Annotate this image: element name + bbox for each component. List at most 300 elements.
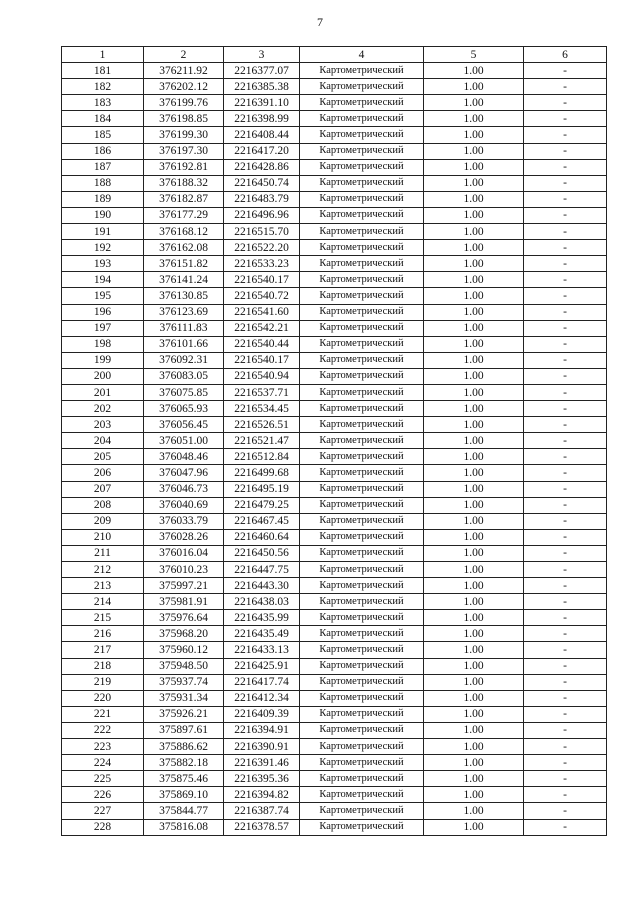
method-cell: Картометрический [300, 95, 424, 111]
point-number-cell: 200 [62, 368, 144, 384]
description-cell: - [524, 433, 607, 449]
x-coordinate-cell: 376046.73 [144, 481, 224, 497]
x-coordinate-cell: 376123.69 [144, 304, 224, 320]
accuracy-cell: 1.00 [424, 368, 524, 384]
x-coordinate-cell: 375886.62 [144, 739, 224, 755]
description-cell: - [524, 771, 607, 787]
method-cell: Картометрический [300, 352, 424, 368]
y-coordinate-cell: 2216433.13 [224, 642, 300, 658]
table-row [62, 417, 607, 433]
table-row [62, 401, 607, 417]
accuracy-cell: 1.00 [424, 481, 524, 497]
x-coordinate-cell: 376075.85 [144, 384, 224, 400]
method-cell: Картометрический [300, 497, 424, 513]
y-coordinate-cell: 2216479.25 [224, 497, 300, 513]
accuracy-cell: 1.00 [424, 384, 524, 400]
y-coordinate-cell: 2216377.07 [224, 63, 300, 79]
table-row [62, 111, 607, 127]
point-number-cell: 185 [62, 127, 144, 143]
y-coordinate-cell: 2216412.34 [224, 690, 300, 706]
y-coordinate-cell: 2216385.38 [224, 79, 300, 95]
accuracy-cell: 1.00 [424, 578, 524, 594]
accuracy-cell: 1.00 [424, 562, 524, 578]
description-cell: - [524, 175, 607, 191]
point-number-cell: 188 [62, 175, 144, 191]
table-row [62, 594, 607, 610]
point-number-cell: 191 [62, 224, 144, 240]
point-number-cell: 208 [62, 497, 144, 513]
accuracy-cell: 1.00 [424, 513, 524, 529]
description-cell: - [524, 706, 607, 722]
column-header-3: 3 [224, 47, 300, 63]
point-number-cell: 210 [62, 529, 144, 545]
x-coordinate-cell: 375981.91 [144, 594, 224, 610]
point-number-cell: 216 [62, 626, 144, 642]
y-coordinate-cell: 2216425.91 [224, 658, 300, 674]
description-cell: - [524, 803, 607, 819]
point-number-cell: 206 [62, 465, 144, 481]
table-row [62, 63, 607, 79]
table-row [62, 207, 607, 223]
y-coordinate-cell: 2216515.70 [224, 224, 300, 240]
accuracy-cell: 1.00 [424, 143, 524, 159]
table-row [62, 175, 607, 191]
description-cell: - [524, 63, 607, 79]
description-cell: - [524, 722, 607, 738]
table-row [62, 465, 607, 481]
point-number-cell: 199 [62, 352, 144, 368]
x-coordinate-cell: 375875.46 [144, 771, 224, 787]
accuracy-cell: 1.00 [424, 449, 524, 465]
description-cell: - [524, 449, 607, 465]
y-coordinate-cell: 2216450.74 [224, 175, 300, 191]
table-row [62, 256, 607, 272]
accuracy-cell: 1.00 [424, 320, 524, 336]
x-coordinate-cell: 376083.05 [144, 368, 224, 384]
accuracy-cell: 1.00 [424, 610, 524, 626]
table-row [62, 127, 607, 143]
description-cell: - [524, 127, 607, 143]
description-cell: - [524, 594, 607, 610]
point-number-cell: 217 [62, 642, 144, 658]
table-row [62, 706, 607, 722]
table-row [62, 578, 607, 594]
point-number-cell: 186 [62, 143, 144, 159]
method-cell: Картометрический [300, 739, 424, 755]
description-cell: - [524, 191, 607, 207]
description-cell: - [524, 497, 607, 513]
table-row [62, 336, 607, 352]
method-cell: Картометрический [300, 175, 424, 191]
x-coordinate-cell: 375869.10 [144, 787, 224, 803]
accuracy-cell: 1.00 [424, 417, 524, 433]
point-number-cell: 220 [62, 690, 144, 706]
y-coordinate-cell: 2216540.94 [224, 368, 300, 384]
column-header-2: 2 [144, 47, 224, 63]
accuracy-cell: 1.00 [424, 288, 524, 304]
method-cell: Картометрический [300, 787, 424, 803]
method-cell: Картометрический [300, 578, 424, 594]
method-cell: Картометрический [300, 288, 424, 304]
accuracy-cell: 1.00 [424, 722, 524, 738]
x-coordinate-cell: 376168.12 [144, 224, 224, 240]
point-number-cell: 196 [62, 304, 144, 320]
y-coordinate-cell: 2216398.99 [224, 111, 300, 127]
table-row [62, 288, 607, 304]
description-cell: - [524, 674, 607, 690]
x-coordinate-cell: 376202.12 [144, 79, 224, 95]
table-row [62, 272, 607, 288]
table-row [62, 497, 607, 513]
x-coordinate-cell: 376040.69 [144, 497, 224, 513]
x-coordinate-cell: 376211.92 [144, 63, 224, 79]
point-number-cell: 189 [62, 191, 144, 207]
description-cell: - [524, 288, 607, 304]
description-cell: - [524, 111, 607, 127]
table-row [62, 755, 607, 771]
x-coordinate-cell: 375926.21 [144, 706, 224, 722]
method-cell: Картометрический [300, 127, 424, 143]
table-row [62, 159, 607, 175]
point-number-cell: 190 [62, 207, 144, 223]
description-cell: - [524, 143, 607, 159]
table-header [62, 47, 607, 63]
method-cell: Картометрический [300, 384, 424, 400]
coordinates-table [61, 46, 607, 836]
x-coordinate-cell: 376199.30 [144, 127, 224, 143]
method-cell: Картометрический [300, 481, 424, 497]
method-cell: Картометрический [300, 610, 424, 626]
column-header-4: 4 [300, 47, 424, 63]
y-coordinate-cell: 2216390.91 [224, 739, 300, 755]
y-coordinate-cell: 2216394.82 [224, 787, 300, 803]
point-number-cell: 194 [62, 272, 144, 288]
y-coordinate-cell: 2216467.45 [224, 513, 300, 529]
x-coordinate-cell: 375816.08 [144, 819, 224, 835]
description-cell: - [524, 642, 607, 658]
x-coordinate-cell: 375997.21 [144, 578, 224, 594]
accuracy-cell: 1.00 [424, 755, 524, 771]
point-number-cell: 225 [62, 771, 144, 787]
y-coordinate-cell: 2216496.96 [224, 207, 300, 223]
method-cell: Картометрический [300, 224, 424, 240]
point-number-cell: 204 [62, 433, 144, 449]
accuracy-cell: 1.00 [424, 819, 524, 835]
x-coordinate-cell: 376162.08 [144, 240, 224, 256]
accuracy-cell: 1.00 [424, 465, 524, 481]
point-number-cell: 212 [62, 562, 144, 578]
y-coordinate-cell: 2216542.21 [224, 320, 300, 336]
accuracy-cell: 1.00 [424, 529, 524, 545]
point-number-cell: 228 [62, 819, 144, 835]
description-cell: - [524, 256, 607, 272]
y-coordinate-cell: 2216540.17 [224, 272, 300, 288]
y-coordinate-cell: 2216428.86 [224, 159, 300, 175]
point-number-cell: 201 [62, 384, 144, 400]
table-row [62, 224, 607, 240]
accuracy-cell: 1.00 [424, 175, 524, 191]
method-cell: Картометрический [300, 63, 424, 79]
description-cell: - [524, 336, 607, 352]
x-coordinate-cell: 376051.00 [144, 433, 224, 449]
method-cell: Картометрический [300, 465, 424, 481]
x-coordinate-cell: 376177.29 [144, 207, 224, 223]
accuracy-cell: 1.00 [424, 706, 524, 722]
y-coordinate-cell: 2216521.47 [224, 433, 300, 449]
x-coordinate-cell: 375976.64 [144, 610, 224, 626]
method-cell: Картометрический [300, 755, 424, 771]
point-number-cell: 226 [62, 787, 144, 803]
method-cell: Картометрический [300, 594, 424, 610]
method-cell: Картометрический [300, 159, 424, 175]
method-cell: Картометрический [300, 240, 424, 256]
description-cell: - [524, 690, 607, 706]
table-row [62, 433, 607, 449]
table-row [62, 674, 607, 690]
table-row [62, 771, 607, 787]
x-coordinate-cell: 376197.30 [144, 143, 224, 159]
y-coordinate-cell: 2216387.74 [224, 803, 300, 819]
accuracy-cell: 1.00 [424, 79, 524, 95]
header-row [62, 47, 607, 63]
method-cell: Картометрический [300, 401, 424, 417]
table-row [62, 690, 607, 706]
y-coordinate-cell: 2216417.74 [224, 674, 300, 690]
table-row [62, 384, 607, 400]
x-coordinate-cell: 375968.20 [144, 626, 224, 642]
accuracy-cell: 1.00 [424, 240, 524, 256]
description-cell: - [524, 224, 607, 240]
table-row [62, 529, 607, 545]
y-coordinate-cell: 2216443.30 [224, 578, 300, 594]
description-cell: - [524, 352, 607, 368]
point-number-cell: 182 [62, 79, 144, 95]
point-number-cell: 184 [62, 111, 144, 127]
description-cell: - [524, 755, 607, 771]
x-coordinate-cell: 376199.76 [144, 95, 224, 111]
accuracy-cell: 1.00 [424, 256, 524, 272]
point-number-cell: 187 [62, 159, 144, 175]
y-coordinate-cell: 2216450.56 [224, 545, 300, 561]
description-cell: - [524, 207, 607, 223]
y-coordinate-cell: 2216408.44 [224, 127, 300, 143]
accuracy-cell: 1.00 [424, 207, 524, 223]
accuracy-cell: 1.00 [424, 272, 524, 288]
column-header-1: 1 [62, 47, 144, 63]
description-cell: - [524, 384, 607, 400]
point-number-cell: 221 [62, 706, 144, 722]
x-coordinate-cell: 376092.31 [144, 352, 224, 368]
y-coordinate-cell: 2216495.19 [224, 481, 300, 497]
description-cell: - [524, 610, 607, 626]
point-number-cell: 202 [62, 401, 144, 417]
x-coordinate-cell: 376141.24 [144, 272, 224, 288]
point-number-cell: 209 [62, 513, 144, 529]
accuracy-cell: 1.00 [424, 626, 524, 642]
y-coordinate-cell: 2216435.99 [224, 610, 300, 626]
accuracy-cell: 1.00 [424, 191, 524, 207]
description-cell: - [524, 272, 607, 288]
method-cell: Картометрический [300, 722, 424, 738]
description-cell: - [524, 95, 607, 111]
accuracy-cell: 1.00 [424, 401, 524, 417]
description-cell: - [524, 787, 607, 803]
table-row [62, 240, 607, 256]
x-coordinate-cell: 376111.83 [144, 320, 224, 336]
y-coordinate-cell: 2216460.64 [224, 529, 300, 545]
description-cell: - [524, 626, 607, 642]
point-number-cell: 227 [62, 803, 144, 819]
table-row [62, 481, 607, 497]
x-coordinate-cell: 376056.45 [144, 417, 224, 433]
method-cell: Картометрический [300, 143, 424, 159]
y-coordinate-cell: 2216522.20 [224, 240, 300, 256]
accuracy-cell: 1.00 [424, 803, 524, 819]
description-cell: - [524, 819, 607, 835]
accuracy-cell: 1.00 [424, 545, 524, 561]
point-number-cell: 195 [62, 288, 144, 304]
y-coordinate-cell: 2216409.39 [224, 706, 300, 722]
accuracy-cell: 1.00 [424, 304, 524, 320]
table-row [62, 658, 607, 674]
x-coordinate-cell: 375882.18 [144, 755, 224, 771]
y-coordinate-cell: 2216534.45 [224, 401, 300, 417]
method-cell: Картометрический [300, 304, 424, 320]
method-cell: Картометрический [300, 529, 424, 545]
table-row [62, 143, 607, 159]
method-cell: Картометрический [300, 449, 424, 465]
method-cell: Картометрический [300, 320, 424, 336]
method-cell: Картометрический [300, 111, 424, 127]
method-cell: Картометрический [300, 256, 424, 272]
accuracy-cell: 1.00 [424, 127, 524, 143]
description-cell: - [524, 513, 607, 529]
description-cell: - [524, 658, 607, 674]
y-coordinate-cell: 2216526.51 [224, 417, 300, 433]
accuracy-cell: 1.00 [424, 111, 524, 127]
method-cell: Картометрический [300, 803, 424, 819]
y-coordinate-cell: 2216438.03 [224, 594, 300, 610]
description-cell: - [524, 240, 607, 256]
method-cell: Картометрический [300, 562, 424, 578]
point-number-cell: 222 [62, 722, 144, 738]
x-coordinate-cell: 376130.85 [144, 288, 224, 304]
y-coordinate-cell: 2216483.79 [224, 191, 300, 207]
table-row [62, 368, 607, 384]
x-coordinate-cell: 376028.26 [144, 529, 224, 545]
table-row [62, 803, 607, 819]
y-coordinate-cell: 2216540.72 [224, 288, 300, 304]
y-coordinate-cell: 2216512.84 [224, 449, 300, 465]
y-coordinate-cell: 2216537.71 [224, 384, 300, 400]
table-row [62, 449, 607, 465]
y-coordinate-cell: 2216540.44 [224, 336, 300, 352]
method-cell: Картометрический [300, 690, 424, 706]
description-cell: - [524, 417, 607, 433]
x-coordinate-cell: 376101.66 [144, 336, 224, 352]
x-coordinate-cell: 375897.61 [144, 722, 224, 738]
x-coordinate-cell: 376010.23 [144, 562, 224, 578]
point-number-cell: 197 [62, 320, 144, 336]
description-cell: - [524, 368, 607, 384]
accuracy-cell: 1.00 [424, 224, 524, 240]
accuracy-cell: 1.00 [424, 159, 524, 175]
description-cell: - [524, 320, 607, 336]
description-cell: - [524, 159, 607, 175]
accuracy-cell: 1.00 [424, 739, 524, 755]
x-coordinate-cell: 376048.46 [144, 449, 224, 465]
method-cell: Картометрический [300, 771, 424, 787]
point-number-cell: 183 [62, 95, 144, 111]
accuracy-cell: 1.00 [424, 658, 524, 674]
accuracy-cell: 1.00 [424, 433, 524, 449]
y-coordinate-cell: 2216417.20 [224, 143, 300, 159]
x-coordinate-cell: 375948.50 [144, 658, 224, 674]
y-coordinate-cell: 2216395.36 [224, 771, 300, 787]
accuracy-cell: 1.00 [424, 352, 524, 368]
x-coordinate-cell: 376016.04 [144, 545, 224, 561]
point-number-cell: 207 [62, 481, 144, 497]
x-coordinate-cell: 376151.82 [144, 256, 224, 272]
method-cell: Картометрический [300, 272, 424, 288]
method-cell: Картометрический [300, 513, 424, 529]
table-row [62, 722, 607, 738]
method-cell: Картометрический [300, 626, 424, 642]
y-coordinate-cell: 2216447.75 [224, 562, 300, 578]
point-number-cell: 203 [62, 417, 144, 433]
x-coordinate-cell: 375931.34 [144, 690, 224, 706]
x-coordinate-cell: 376188.32 [144, 175, 224, 191]
y-coordinate-cell: 2216394.91 [224, 722, 300, 738]
point-number-cell: 181 [62, 63, 144, 79]
point-number-cell: 198 [62, 336, 144, 352]
method-cell: Картометрический [300, 658, 424, 674]
accuracy-cell: 1.00 [424, 95, 524, 111]
point-number-cell: 224 [62, 755, 144, 771]
x-coordinate-cell: 376198.85 [144, 111, 224, 127]
description-cell: - [524, 79, 607, 95]
description-cell: - [524, 465, 607, 481]
accuracy-cell: 1.00 [424, 674, 524, 690]
method-cell: Картометрический [300, 368, 424, 384]
point-number-cell: 211 [62, 545, 144, 561]
y-coordinate-cell: 2216540.17 [224, 352, 300, 368]
x-coordinate-cell: 375844.77 [144, 803, 224, 819]
point-number-cell: 192 [62, 240, 144, 256]
table-row [62, 95, 607, 111]
table-row [62, 304, 607, 320]
table-row [62, 513, 607, 529]
table-row [62, 642, 607, 658]
description-cell: - [524, 545, 607, 561]
x-coordinate-cell: 376182.87 [144, 191, 224, 207]
description-cell: - [524, 304, 607, 320]
table-body [62, 63, 607, 836]
method-cell: Картометрический [300, 433, 424, 449]
page-number: 7 [317, 15, 323, 29]
point-number-cell: 213 [62, 578, 144, 594]
x-coordinate-cell: 375937.74 [144, 674, 224, 690]
y-coordinate-cell: 2216391.46 [224, 755, 300, 771]
table-row [62, 819, 607, 835]
accuracy-cell: 1.00 [424, 771, 524, 787]
method-cell: Картометрический [300, 207, 424, 223]
point-number-cell: 218 [62, 658, 144, 674]
method-cell: Картометрический [300, 706, 424, 722]
description-cell: - [524, 578, 607, 594]
y-coordinate-cell: 2216435.49 [224, 626, 300, 642]
point-number-cell: 215 [62, 610, 144, 626]
